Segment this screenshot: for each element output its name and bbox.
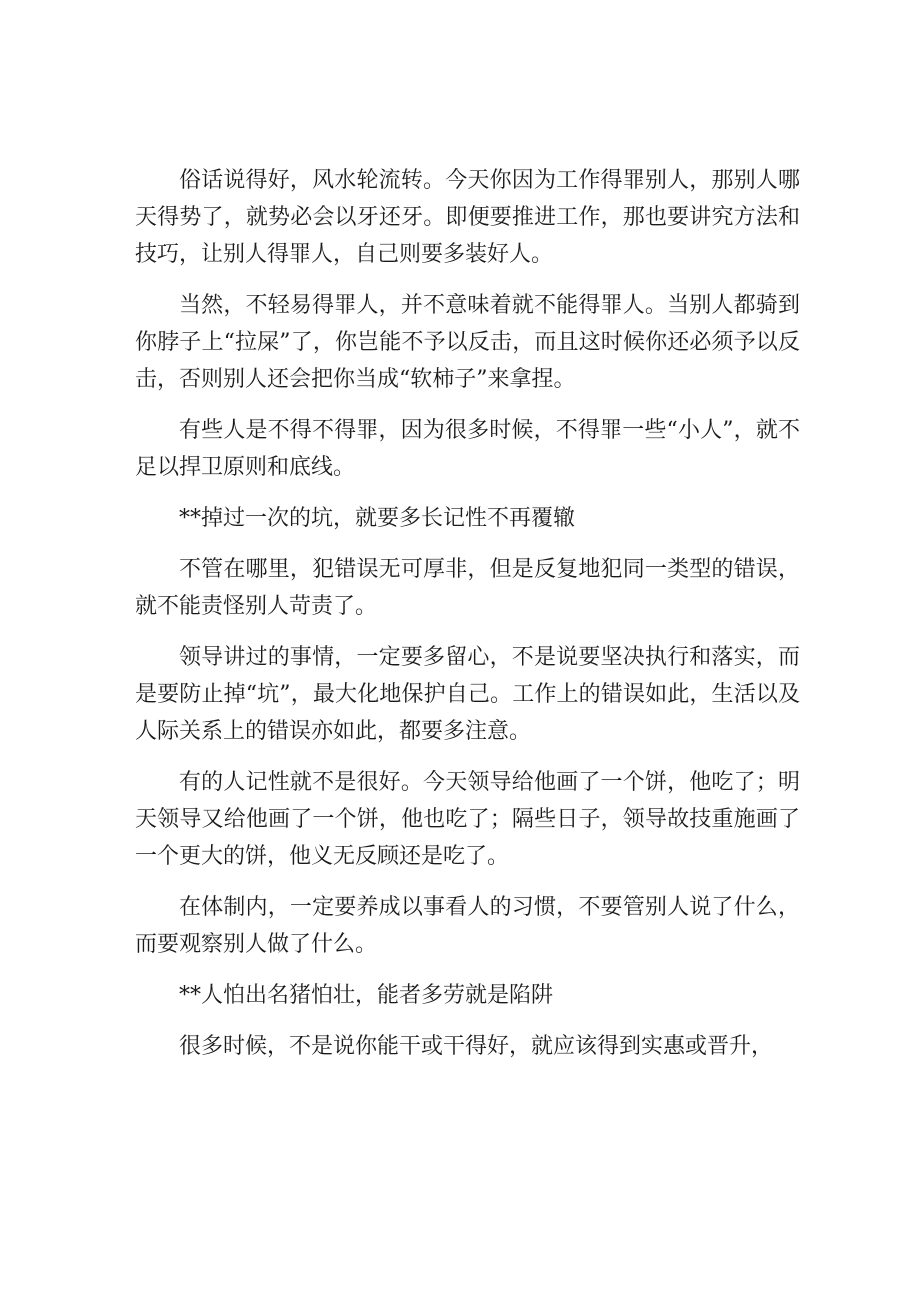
paragraph: 俗话说得好，风水轮流转。今天你因为工作得罪别人，那别人哪天得势了，就势必会以牙还牙。即便要推进工作，那也要讲究方法和技巧，让别人得罪人，自己则要多装好人。: [135, 168, 800, 267]
paragraph: 在体制内，一定要养成以事看人的习惯，不要管别人说了什么，而要观察别人做了什么。: [135, 895, 800, 957]
paragraph: 不管在哪里，犯错误无可厚非，但是反复地犯同一类型的错误，就不能责怪别人苛责了。: [135, 557, 800, 619]
section-heading: **掉过一次的坑，就要多长记性不再覆辙: [179, 506, 576, 531]
paragraph: 有的人记性就不是很好。今天领导给他画了一个饼，他吃了；明天领导又给他画了一个饼，他也吃了；隔些日子，领导故技重施画了一个更大的饼，他义无反顾还是吃了。: [135, 770, 800, 869]
paragraph: 当然，不轻易得罪人，并不意味着就不能得罪人。当别人都骑到你脖子上“拉屎”了，你岂能不予以反击，而且这时候你还必须予以反击，否则别人还会把你当成“软柿子”来拿捏。: [135, 293, 800, 392]
document-body: [135, 162, 800, 1079]
paragraph: 领导讲过的事情，一定要多留心，不是说要坚决执行和落实，而是要防止掉“坑”，最大化地保护自己。工作上的错误如此，生活以及人际关系上的错误亦如此，都要多注意。: [135, 645, 800, 744]
paragraph: 有些人是不得不得罪，因为很多时候，不得罪一些“小人”，就不足以捍卫原则和底线。: [135, 418, 800, 480]
section-heading: **人怕出名猪怕壮，能者多劳就是陷阱: [179, 983, 554, 1008]
paragraph: 很多时候，不是说你能干或干得好，就应该得到实惠或晋升，: [179, 1034, 774, 1059]
